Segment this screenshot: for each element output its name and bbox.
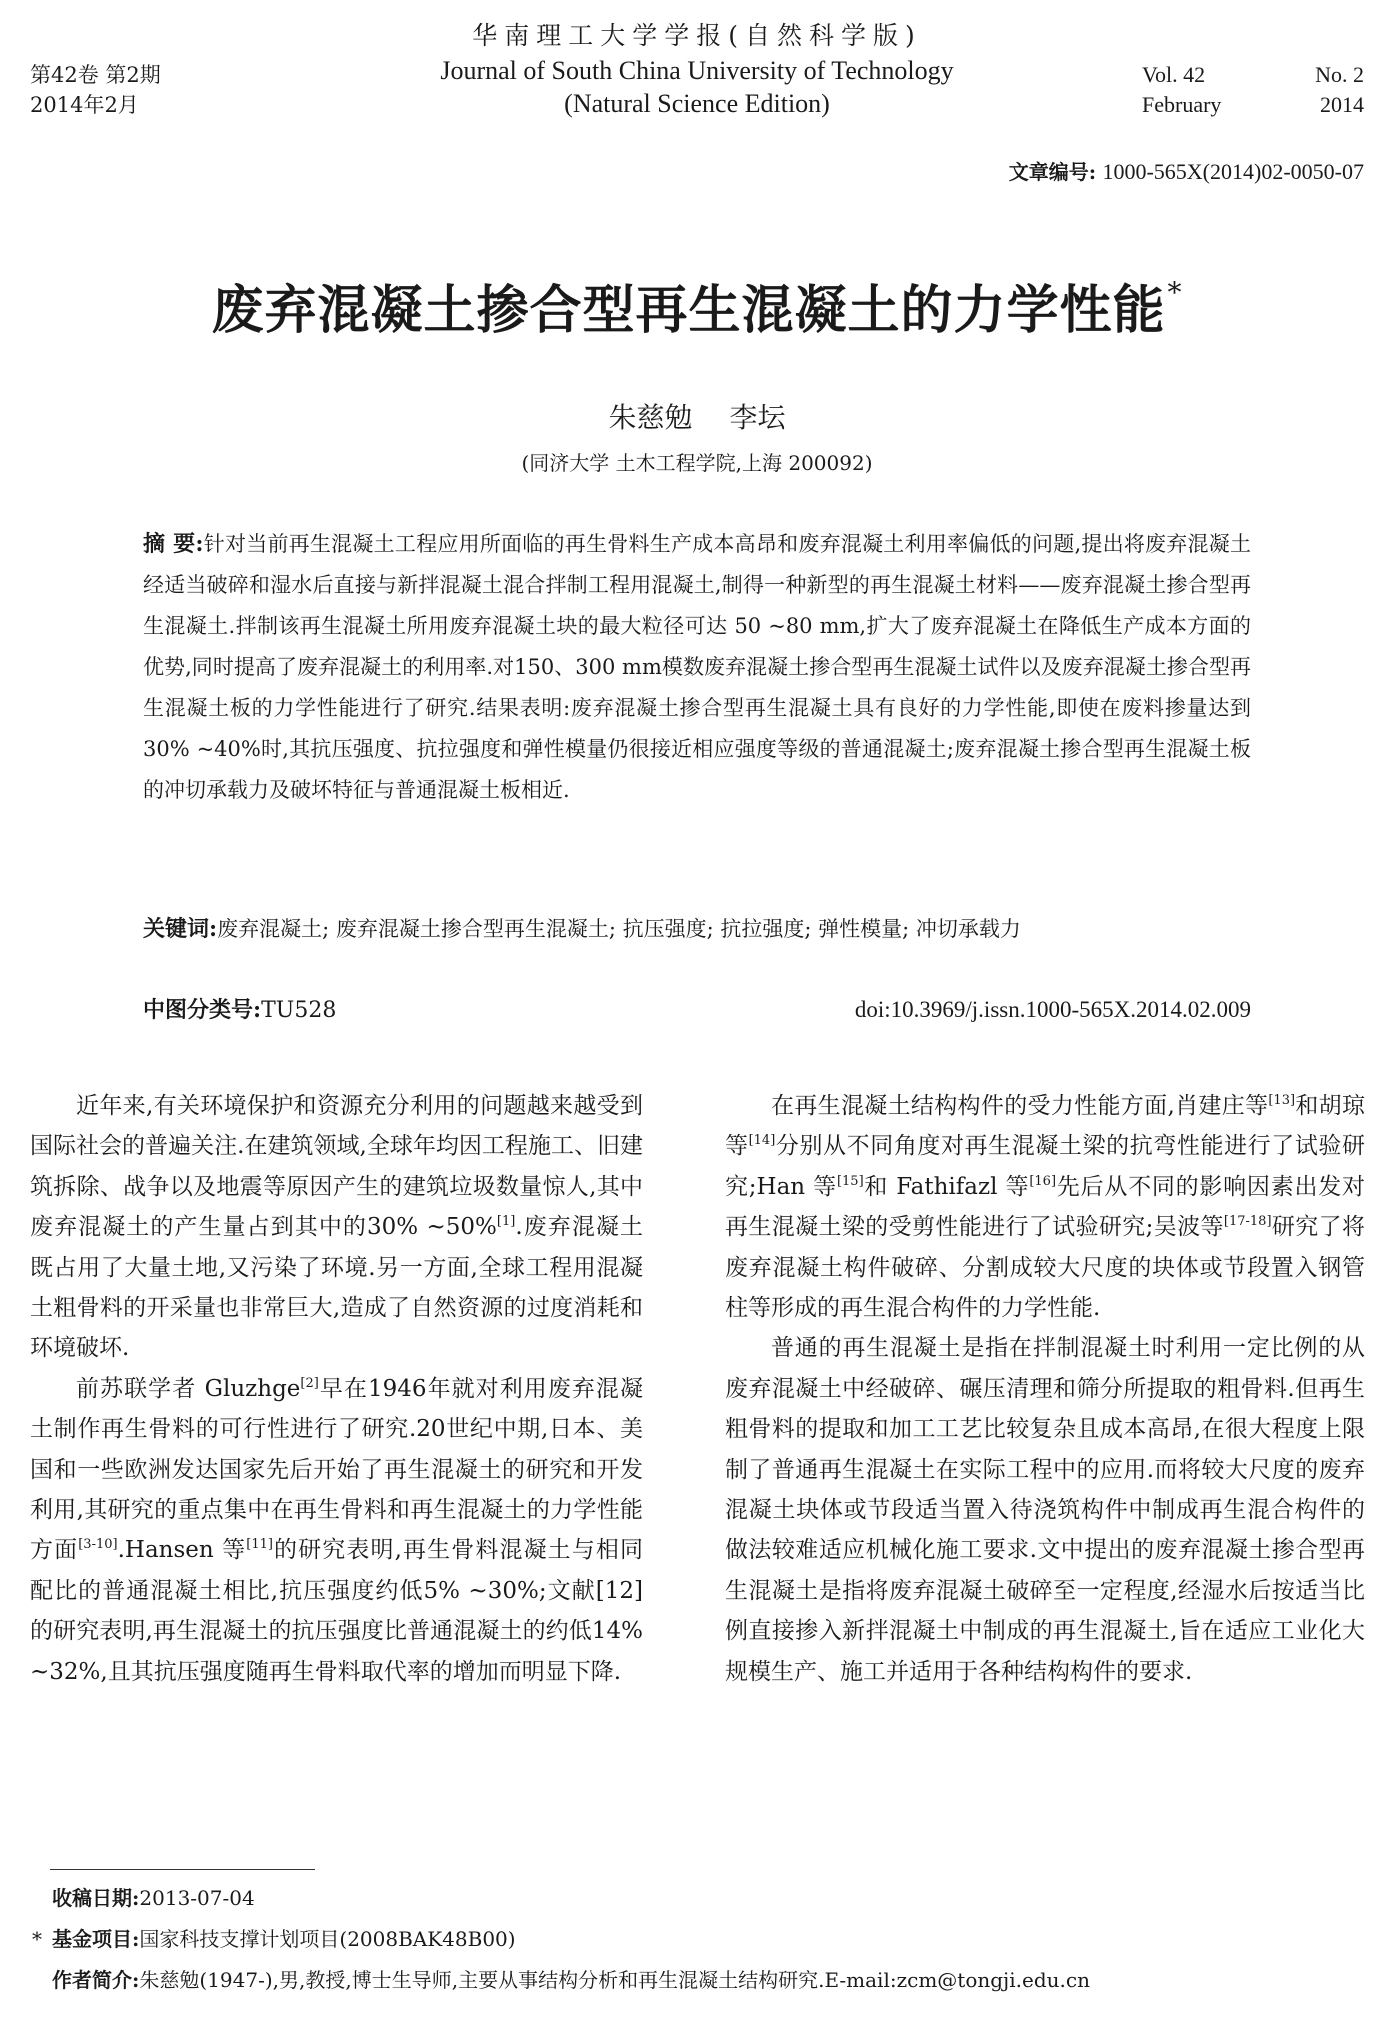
journal-title-cn: 华南理工大学学报(自然科学版) [472,21,922,50]
classification-number [143,990,336,1031]
citation: [3-10] [78,1537,118,1553]
body-text: 近年来,有关环境保护和资源充分利用的问题越来越受到国际社会的普遍关注.在建筑领域,全球年均因工程施工、旧建筑拆除、战争以及地震等原因产生的建筑垃圾数量惊人,其中废弃混凝土的产生量占到其中的30% ~50% [30,1093,643,1241]
citation: [15] [836,1173,864,1189]
citation: [16] [1029,1173,1057,1189]
abstract-label: 摘 要: [143,531,204,557]
author-bio-value: 朱慈勉(1947-),男,教授,博士生导师,主要从事结构分析和再生混凝土结构研究.E-mail:zcm@tongji.edu.cn [139,1968,1090,1992]
journal-header [300,18,1094,120]
body-column-left [30,1086,643,1692]
fund-value: 国家科技支撑计划项目(2008BAK48B00) [139,1927,516,1951]
citation: [1] [496,1214,516,1230]
classification-doi-row [143,990,1251,1030]
affiliation: (同济大学 土木工程学院,上海 200092) [521,451,873,475]
body-text: 研究了将废弃混凝土构件破碎、分割成较大尺度的块体或节段置入钢管柱等形成的再生混合构件的力学性能. [725,1214,1366,1322]
fund-footnote-mark: * [32,1927,42,1951]
footnote-author [30,1960,1370,2001]
citation: [17-18] [1223,1214,1272,1230]
running-header-right [1124,60,1364,120]
article-number [1009,158,1364,186]
issue-no-en: No. 2 [1315,62,1364,87]
article-number-value: 1000-565X(2014)02-0050-07 [1102,159,1364,184]
citation: [14] [748,1133,776,1149]
footnote-fund [30,1919,1370,1960]
body-text: 早在1946年就对利用废弃混凝土制作再生骨料的可行性进行了研究.20世纪中期,日本、美国和一些欧洲发达国家先后开始了再生混凝土的研究和开发利用,其研究的重点集中在再生骨料和再生混凝土的力学性能方面 [30,1375,643,1564]
article-number-label: 文章编号: [1008,160,1097,184]
authors: 朱慈勉 李坛 [608,401,786,434]
footnotes [30,1878,1370,2001]
abstract-text: 针对当前再生混凝土工程应用所面临的再生骨料生产成本高昂和废弃混凝土利用率偏低的问题,提出将废弃混凝土经适当破碎和湿水后直接与新拌混凝土混合拌制工程用混凝土,制得一种新型的再生混凝土材料——废弃混凝土掺合型再生混凝土.拌制该再生混凝土所用废弃混凝土块的最大粒径可达 50 ~80 mm,扩大了废弃混凝土在降低生产成本方面的优势,同时提高了废弃混凝土的利用率.对150、300 mm模数废弃混凝土掺合型再生混凝土试件以及废弃混凝土掺合型再生混凝土板的力学性能进行了研究.结果表明:废弃混凝土掺合型再生混凝土具有良好的力学性能,即使在废料掺量达到30% ~40%时,其抗压强度、抗拉强度和弹性模量仍很接近相应强度等级的普通混凝土;废弃混凝土掺合型再生混凝土板的冲切承载力及破坏特征与普通混凝土板相近. [143,532,1252,802]
keywords-label: 关键词: [143,916,218,942]
citation: [11] [246,1537,273,1553]
body-column-right [725,1086,1365,1692]
body-text: 的研究表明,再生骨料混凝土与相同配比的普通混凝土相比,抗压强度约低5% ~30%;文献[12]的研究表明,再生混凝土的抗压强度比普通混凝土的约低14% ~32%,且其抗压强度随再生骨料取代率的增加而明显下降. [30,1537,644,1685]
fund-label: 基金项目: [52,1927,140,1951]
body-text: 和胡琼等 [725,1093,1366,1160]
journal-edition-en: (Natural Science Edition) [564,89,830,118]
body-text: 前苏联学者 Gluzhge [76,1375,301,1402]
body-paragraph: 普通的再生混凝土是指在拌制混凝土时利用一定比例的从废弃混凝土中经破碎、碾压清理和筛分所提取的粗骨料.但再生粗骨料的提取和加工工艺比较复杂且成本高昂,在很大程度上限制了普通再生混凝土在实际工程中的应用.而将较大尺度的废弃混凝土块体或节段适当置入待浇筑构件中制成再生混合构件的做法较难适应机械化施工要求.文中提出的废弃混凝土掺合型再生混凝土是指将废弃混凝土破碎至一定程度,经湿水后按适当比例直接掺入新拌混凝土中制成的再生混凝土,旨在适应工业化大规模生产、施工并适用于各种结构构件的要求. [725,1335,1365,1685]
paper-title-text: 废弃混凝土掺合型再生混凝土的力学性能 [211,280,1166,341]
body-text: 先后从不同的影响因素出发对再生混凝土梁的受剪性能进行了试验研究;吴波等 [725,1173,1365,1241]
volume-en: Vol. 42 [1142,62,1206,87]
footnote-divider [50,1869,315,1870]
body-paragraph [30,1086,643,1369]
year-en: 2014 [1320,92,1364,117]
running-header-left [30,60,161,120]
received-label: 收稿日期: [52,1886,140,1910]
body-paragraph [725,1086,1365,1328]
citation: [2] [300,1375,319,1391]
classification-value: TU528 [261,998,337,1023]
body-text: .废弃混凝土既占用了大量土地,又污染了环境.另一方面,全球工程用混凝土粗骨料的开采量也非常巨大,造成了自然资源的过度消耗和环境破坏. [30,1214,643,1362]
body-paragraph [30,1369,643,1692]
journal-title-en: Journal of South China University of Technology [440,56,954,85]
author-bio-label: 作者简介: [52,1968,140,1992]
body-text: 在再生混凝土结构构件的受力性能方面,肖建庄等 [771,1093,1269,1119]
body-text: 和 Fathifazl 等 [863,1173,1030,1200]
keywords-text: 废弃混凝土; 废弃混凝土掺合型再生混凝土; 抗压强度; 抗拉强度; 弹性模量; 冲切承载力 [217,917,1021,941]
title-footnote-mark: * [1167,276,1183,309]
month-en: February [1142,92,1222,117]
body-text: 分别从不同角度对再生混凝土梁的抗弯性能进行了试验研究;Han 等 [725,1133,1366,1200]
issue-date-cn: 2014年2月 [30,93,139,117]
footnote-received [30,1878,1370,1919]
abstract [143,524,1251,811]
volume-issue-cn: 第42卷 第2期 [30,63,161,87]
doi: doi:10.3969/j.issn.1000-565X.2014.02.009 [854,997,1251,1022]
body-text: .Hansen 等 [117,1537,247,1564]
classification-label: 中图分类号: [143,997,262,1023]
received-date: 2013-07-04 [139,1886,255,1910]
citation: [13] [1268,1093,1296,1108]
paper-title [0,258,1394,346]
keywords [143,909,1251,950]
